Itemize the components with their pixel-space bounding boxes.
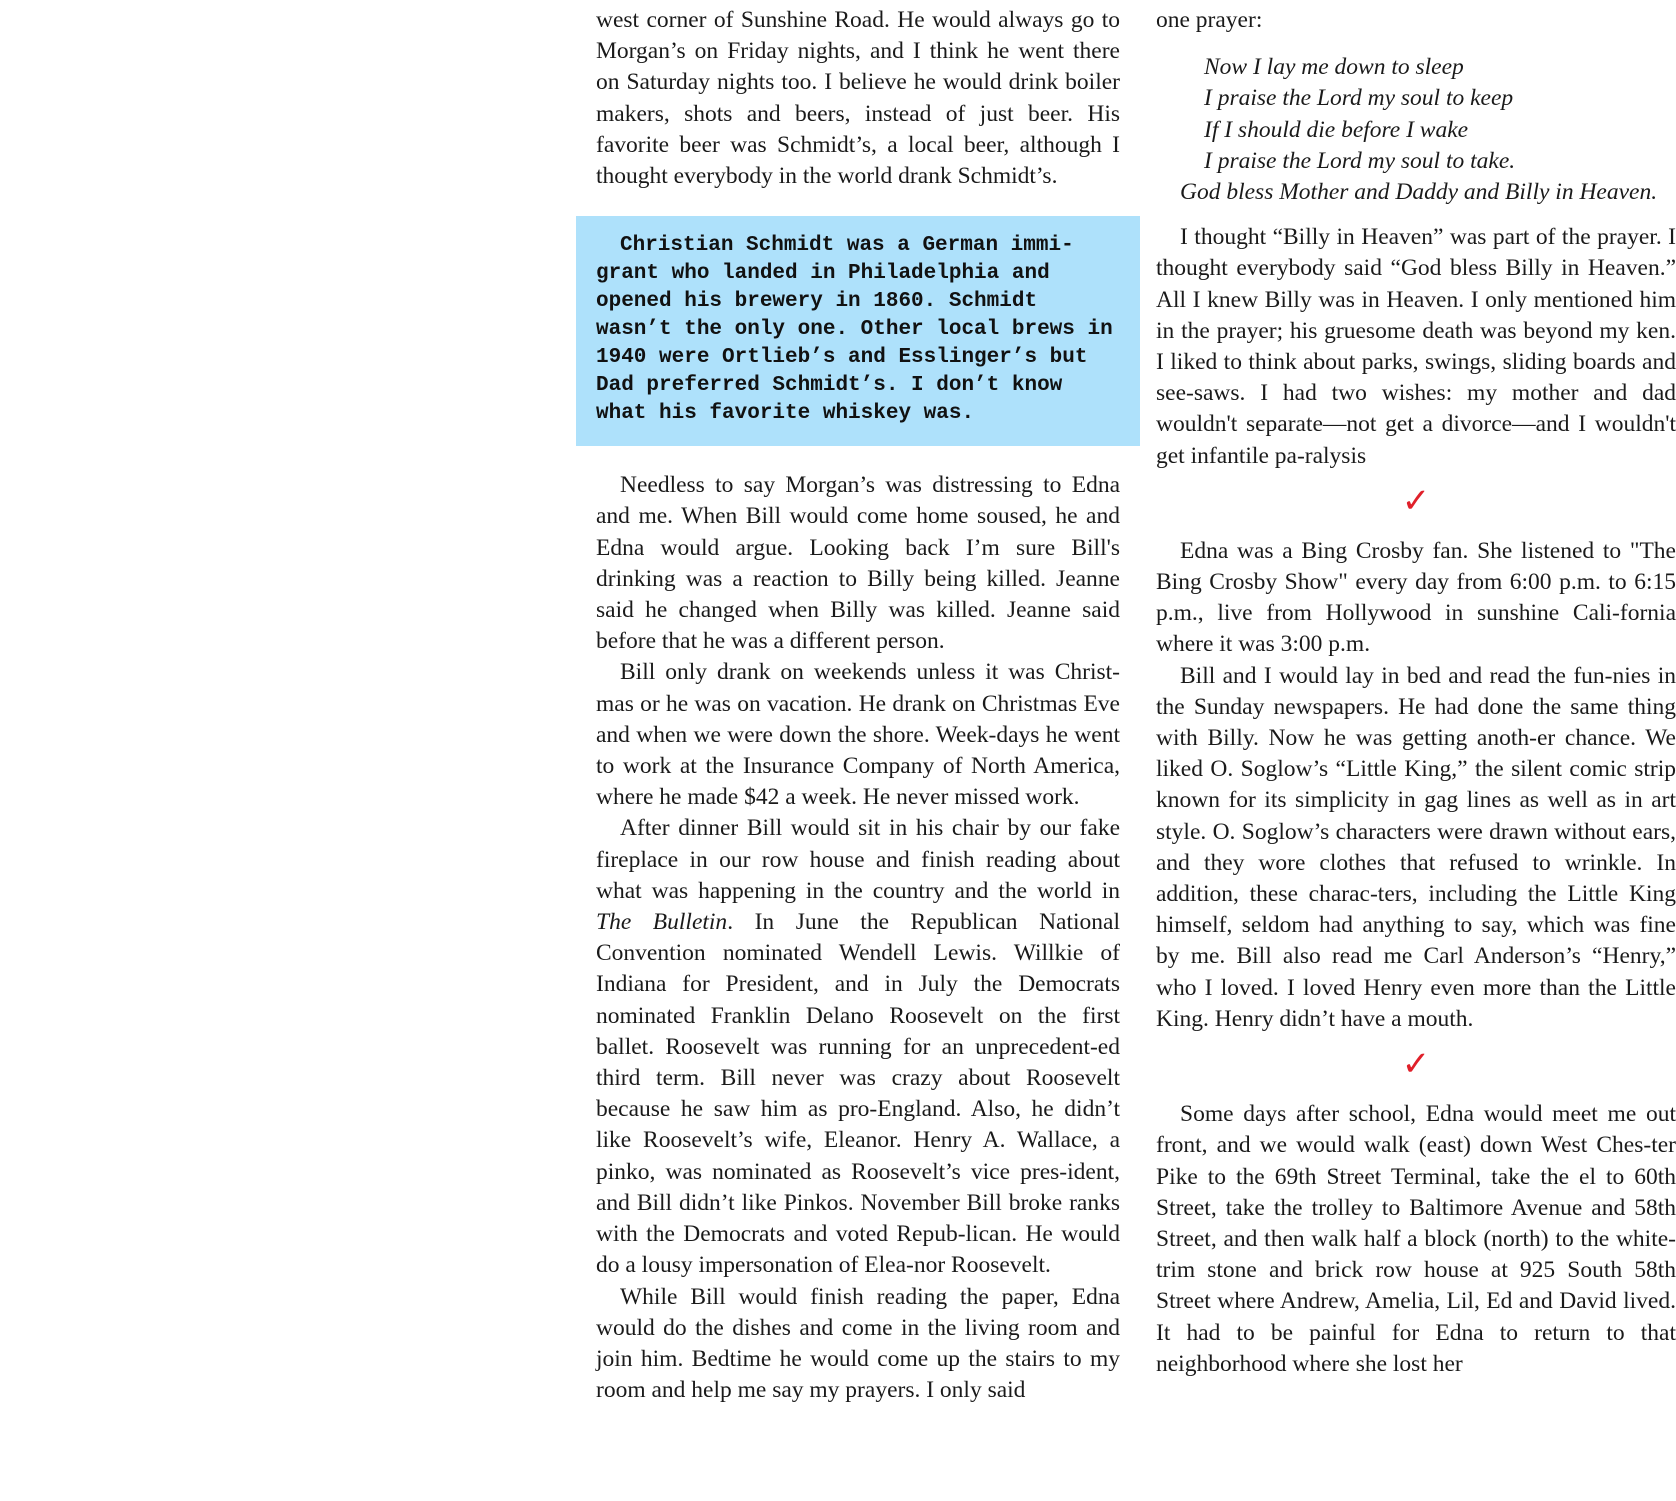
poem-line: I praise the Lord my soul to take. [1204,147,1516,174]
paragraph: Needless to say Morgan’s was distressing to Edna and me. When Bill would come home soused, he and Edna would argue. Looking back I’m sure Bill's drinking was a reaction to Billy being killed. Jeanne said he changed when Billy was killed. Jeanne said before that he was a different person. [596,472,1120,655]
sidebar-text: Christian Schmidt was a German immi-grant who landed in Philadelphia and opened his brewery in 1860. Schmidt wasn’t the only one. Other local brews in 1940 were Ortlieb’s and Esslinger’s but Dad preferred Schmidt’s. I don’t know what his favorite whiskey was. [596,234,1113,426]
left-column [596,5,1120,1406]
checkmark-icon: ✓ [1401,1046,1431,1084]
text-run: After dinner Bill would sit in his chair by our fake fireplace in our row house and finish reading about what was happening in the country and the world in [596,815,1120,904]
text-run: . In June the Republican National Convention nominated Wendell Lewis. Willkie of Indiana for President, and in July the Democrats nominated Franklin Delano Roosevelt on the first ballet. Roosevelt was running for an unprecedent-ed third term. Bill never was crazy about Roosevelt because he saw him as pro-England. Also, he didn’t like Roosevelt’s wife, Eleanor. Henry A. Wallace, a pinko, was nominated as Roosevelt’s vice pres-ident, and Bill didn’t like Pinkos. November Bill broke ranks with the Democrats and voted Repub-lican. He would do a lousy impersonation of Elea-nor Roosevelt. [596,909,1120,1279]
poem-line: I praise the Lord my soul to keep [1204,85,1514,112]
paragraph: Edna was a Bing Crosby fan. She listened to "The Bing Crosby Show" every day from 6:00 p.m. to 6:15 p.m., live from Hollywood in sunshine Cali-fornia where it was 3:00 p.m. [1156,537,1676,658]
paragraph: Bill and I would lay in bed and read the fun-nies in the Sunday newspapers. He had done the same thing with Billy. Now he was getting anoth-er chance. We liked O. Soglow’s “Little King,” the silent comic strip known for its simplicity in gag lines as well as in art style. O. Soglow’s characters were drawn without ears, and they wore clothes that refused to wrinkle. In addition, these charac-ters, including the Little King himself, seldom had anything to say, which was fine by me. Bill also read me Carl Anderson’s “Henry,” who I loved. I loved Henry even more than the Little King. Henry didn’t have a mouth. [1156,662,1676,1032]
right-column [1156,5,1676,1380]
paragraph: west corner of Sunshine Road. He would always go to Morgan’s on Friday nights, and I think he went there on Saturday nights too. I believe he would drink boiler makers, shots and beers, instead of just beer. His favorite beer was Schmidt’s, a local beer, although I thought everybody in the world drank Schmidt’s. [596,7,1120,190]
paragraph [596,813,1120,1281]
paragraph: Bill only drank on weekends unless it was Christ-mas or he was on vacation. He drank on Christmas Eve and when we were down the shore. Week-days he went to work at the Insurance Company of North America, where he made $42 a week. He never missed work. [596,659,1120,811]
poem-line: God bless Mother and Daddy and Billy in Heaven. [1180,179,1658,206]
paragraph: Some days after school, Edna would meet me out front, and we would walk (east) down West Ches-ter Pike to the 69th Street Terminal, take the el to 60th Street, take the trolley to Baltimore Avenue and 58th Street, and then walk half a block (north) to the white-trim stone and brick row house at 925 South 58th Street where Andrew, Amelia, Lil, Ed and David lived. It had to be painful for Edna to return to that neighborhood where she lost her [1156,1101,1676,1377]
poem-line: If I should die before I wake [1204,116,1469,143]
paragraph: I thought “Billy in Heaven” was part of the prayer. I thought everybody said “God bless Billy in Heaven.” All I knew Billy was in Heaven. I only mentioned him in the prayer; his gruesome death was beyond my ken. I liked to think about parks, swings, sliding boards and see-saws. I had two wishes: my mother and dad wouldn't separate—not get a divorce—and I wouldn't get infantile pa-ralysis [1156,224,1676,469]
checkmark-icon: ✓ [1401,482,1431,520]
poem-line: Now I lay me down to sleep [1204,54,1464,81]
newspaper-title: The Bulletin [596,909,728,936]
paragraph: While Bill would finish reading the paper, Edna would do the dishes and come in the living room and join him. Bedtime he would come up the stairs to my room and help me say my prayers. I only said [596,1283,1120,1404]
prayer-poem [1156,52,1676,208]
paragraph: one prayer: [1156,7,1263,33]
sidebar-note [576,216,1140,446]
